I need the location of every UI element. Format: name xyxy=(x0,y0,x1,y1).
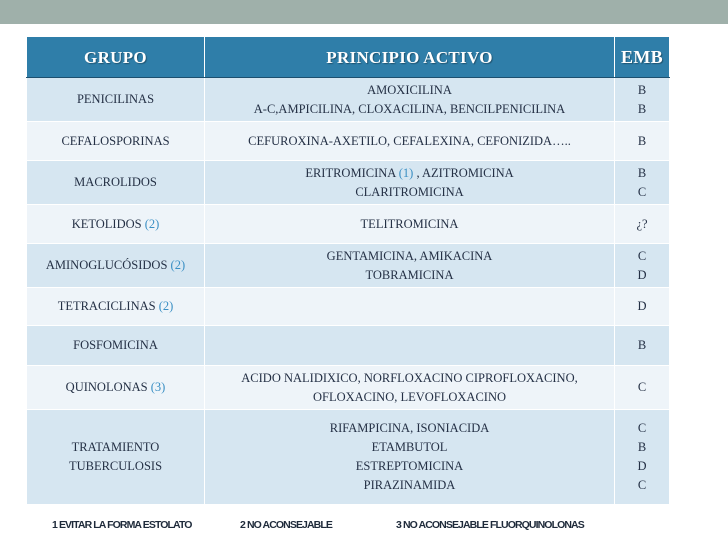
emb-category: C xyxy=(637,380,647,394)
footnote-ref: (2) xyxy=(158,299,174,313)
emb-category: C xyxy=(637,421,647,435)
footnote-ref: (1) xyxy=(398,165,414,180)
footnote-3: 3 NO ACONSEJABLE FLUORQUINOLONAS xyxy=(396,519,584,531)
emb-category: B xyxy=(637,165,647,180)
grupo-label: AMINOGLUCÓSIDOS xyxy=(45,258,168,272)
footnotes xyxy=(52,519,692,535)
slide-top-bar xyxy=(0,0,728,24)
emb-cell xyxy=(615,326,670,366)
grupo-cell xyxy=(27,288,205,326)
emb-category: B xyxy=(637,101,647,116)
grupo-cell xyxy=(27,244,205,288)
principio-activo-cell xyxy=(205,288,615,326)
principio-activo-line: RIFAMPICINA, ISONIACIDA xyxy=(329,421,490,435)
grupo-cell xyxy=(27,205,205,244)
table-row xyxy=(27,410,670,505)
table-row xyxy=(27,244,670,288)
emb-cell xyxy=(615,205,670,244)
emb-category: B xyxy=(637,440,647,454)
principio-activo-line: GENTAMICINA, AMIKACINA xyxy=(326,248,493,263)
emb-category: B xyxy=(637,82,647,97)
footnote-2: 2 NO ACONSEJABLE xyxy=(240,519,332,531)
grupo-label: QUINOLONAS xyxy=(65,380,148,394)
table-row xyxy=(27,122,670,161)
principio-activo-cell xyxy=(205,244,615,288)
grupo-cell xyxy=(27,366,205,410)
principio-activo-line: TOBRAMICINA xyxy=(365,267,454,282)
grupo-cell xyxy=(27,122,205,161)
grupo-label: PENICILINAS xyxy=(76,92,155,106)
principio-activo-cell xyxy=(205,366,615,410)
principio-activo-cell xyxy=(205,122,615,161)
grupo-cell xyxy=(27,161,205,205)
table-row xyxy=(27,78,670,122)
emb-category: D xyxy=(637,299,647,313)
principio-activo-line: A-C,AMPICILINA, CLOXACILINA, BENCILPENICILINA xyxy=(253,101,566,116)
emb-category: C xyxy=(637,184,647,199)
principio-activo-line: ETAMBUTOL xyxy=(371,440,448,454)
emb-category: B xyxy=(637,338,647,352)
emb-cell xyxy=(615,122,670,161)
grupo-label: CEFALOSPORINAS xyxy=(61,133,170,148)
principio-activo-cell xyxy=(205,161,615,205)
table-row xyxy=(27,326,670,366)
principio-activo-line: OFLOXACINO, LEVOFLOXACINO xyxy=(312,389,507,404)
table-row xyxy=(27,205,670,244)
emb-cell xyxy=(615,244,670,288)
emb-category: D xyxy=(637,267,647,282)
header-principio-activo: PRINCIPIO ACTIVO xyxy=(205,37,615,78)
principio-activo-line: ESTREPTOMICINA xyxy=(355,459,464,473)
principio-activo-line: AMOXICILINA xyxy=(367,82,452,97)
emb-cell xyxy=(615,78,670,122)
principio-activo-line: TELITROMICINA xyxy=(360,216,459,231)
grupo-cell xyxy=(27,326,205,366)
emb-cell xyxy=(615,161,670,205)
emb-cell xyxy=(615,366,670,410)
table-row xyxy=(27,161,670,205)
grupo-cell xyxy=(27,78,205,122)
principio-activo-line: PIRAZINAMIDA xyxy=(363,478,456,492)
emb-category: C xyxy=(637,478,647,492)
table-row xyxy=(27,366,670,410)
grupo-label: KETOLIDOS xyxy=(71,216,142,231)
footnote-1: 1 EVITAR LA FORMA ESTOLATO xyxy=(52,519,192,531)
principio-activo-cell xyxy=(205,326,615,366)
table-header-row xyxy=(27,37,670,78)
emb-category: ¿? xyxy=(636,216,648,231)
principio-activo-line: ERITROMICINA (1) , AZITROMICINA xyxy=(305,165,514,180)
emb-category: D xyxy=(637,459,647,473)
principio-activo-line: CEFUROXINA-AXETILO, CEFALEXINA, CEFONIZIDA….. xyxy=(248,133,571,148)
grupo-label: TRATAMIENTO TUBERCULOSIS xyxy=(68,440,163,473)
grupo-cell xyxy=(27,410,205,505)
footnote-ref: (2) xyxy=(170,258,186,272)
header-emb: EMB xyxy=(615,37,670,78)
header-grupo: GRUPO xyxy=(27,37,205,78)
emb-category: C xyxy=(637,248,647,263)
principio-activo-line: ACIDO NALIDIXICO, NORFLOXACINO CIPROFLOXACINO, xyxy=(241,370,578,385)
grupo-label: FOSFOMICINA xyxy=(73,338,158,352)
principio-activo-cell xyxy=(205,78,615,122)
principio-activo-line: CLARITROMICINA xyxy=(355,184,464,199)
grupo-label: TETRACICLINAS xyxy=(57,299,156,313)
grupo-label: MACROLIDOS xyxy=(74,175,157,189)
principio-activo-cell xyxy=(205,205,615,244)
emb-cell xyxy=(615,410,670,505)
footnote-ref: (3) xyxy=(150,380,166,394)
antibiotics-table xyxy=(26,36,670,505)
principio-activo-cell xyxy=(205,410,615,505)
footnote-ref: (2) xyxy=(144,216,160,231)
emb-cell xyxy=(615,288,670,326)
table-row xyxy=(27,288,670,326)
emb-category: B xyxy=(637,133,647,148)
